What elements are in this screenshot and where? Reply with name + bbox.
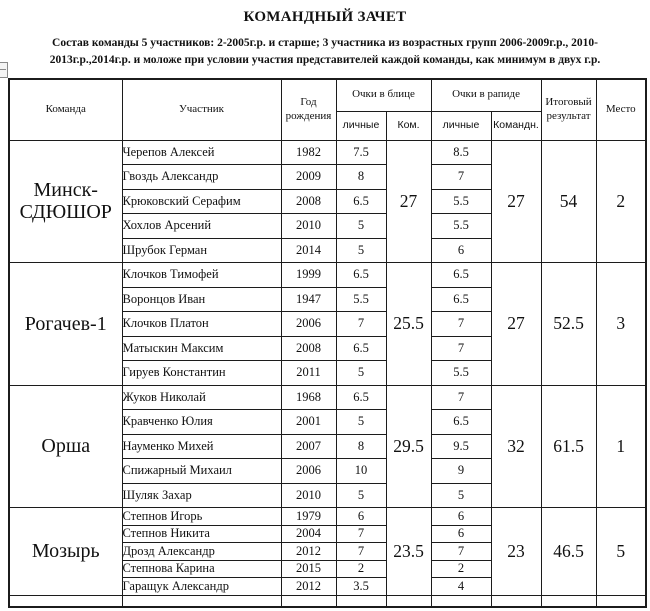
blitz-personal-cell: 3.5 — [336, 578, 386, 596]
rapid-personal-cell: 5 — [431, 483, 491, 508]
birth-year-cell: 2008 — [281, 336, 336, 361]
col-header-place: Место — [596, 79, 646, 140]
blitz-personal-cell: 5.5 — [336, 287, 386, 312]
total-cell: 46.5 — [541, 508, 596, 596]
table-header — [9, 79, 646, 140]
rapid-personal-cell: 6.5 — [431, 263, 491, 288]
empty-cell — [431, 595, 491, 607]
rapid-personal-cell: 5.5 — [431, 214, 491, 239]
col-header-rapid-team: Командн. — [491, 111, 541, 140]
blitz-personal-cell: 7 — [336, 543, 386, 561]
player-name-cell: Гвоздь Александр — [122, 165, 281, 190]
birth-year-cell: 1982 — [281, 140, 336, 165]
birth-year-cell: 2011 — [281, 361, 336, 386]
blitz-personal-cell: 6 — [336, 508, 386, 526]
empty-cell — [541, 595, 596, 607]
place-cell: 5 — [596, 508, 646, 596]
player-name-cell: Спижарный Михаил — [122, 459, 281, 484]
rapid-personal-cell: 5.5 — [431, 361, 491, 386]
player-name-cell: Степнов Никита — [122, 525, 281, 543]
rapid-personal-cell: 6 — [431, 525, 491, 543]
empty-cell — [281, 595, 336, 607]
place-cell: 2 — [596, 140, 646, 263]
empty-cell — [596, 595, 646, 607]
player-name-cell: Дрозд Александр — [122, 543, 281, 561]
team-name-cell: Мозырь — [9, 508, 122, 596]
table-handle-icon[interactable] — [0, 62, 8, 78]
player-name-cell: Шуляк Захар — [122, 483, 281, 508]
birth-year-cell: 2012 — [281, 578, 336, 596]
player-name-cell: Хохлов Арсений — [122, 214, 281, 239]
total-cell: 61.5 — [541, 385, 596, 508]
team-name-cell: Минск-СДЮШОР — [9, 140, 122, 263]
blitz-personal-cell: 2 — [336, 560, 386, 578]
player-name-cell: Гируев Константин — [122, 361, 281, 386]
player-name-cell: Клочков Тимофей — [122, 263, 281, 288]
birth-year-cell: 2012 — [281, 543, 336, 561]
page-subtitle: Состав команды 5 участников: 2-2005г.р. и старше; 3 участника из возрастных групп 2006-2009г.р., 2010-2013г.р.,2014г.р. и моложе при условии участия представителей каждой команды, как минимум в двух г.р. — [49, 37, 601, 66]
place-cell: 1 — [596, 385, 646, 508]
header-row-groups — [9, 79, 646, 111]
rapid-personal-cell: 2 — [431, 560, 491, 578]
player-row — [9, 263, 646, 288]
rapid-personal-cell: 6 — [431, 508, 491, 526]
total-cell: 52.5 — [541, 263, 596, 386]
blitz-team-cell: 27 — [386, 140, 431, 263]
player-name-cell: Матыскин Максим — [122, 336, 281, 361]
blitz-personal-cell: 6.5 — [336, 336, 386, 361]
blitz-personal-cell: 5 — [336, 214, 386, 239]
empty-cell — [491, 595, 541, 607]
rapid-personal-cell: 8.5 — [431, 140, 491, 165]
blitz-personal-cell: 8 — [336, 165, 386, 190]
player-name-cell: Степнов Игорь — [122, 508, 281, 526]
birth-year-cell: 2007 — [281, 434, 336, 459]
blitz-team-cell: 23.5 — [386, 508, 431, 596]
blitz-personal-cell: 5 — [336, 361, 386, 386]
player-row — [9, 385, 646, 410]
blitz-personal-cell: 7 — [336, 312, 386, 337]
birth-year-cell: 2009 — [281, 165, 336, 190]
rapid-personal-cell: 6.5 — [431, 410, 491, 435]
blitz-personal-cell: 5 — [336, 410, 386, 435]
birth-year-cell: 1968 — [281, 385, 336, 410]
blitz-personal-cell: 10 — [336, 459, 386, 484]
player-name-cell: Клочков Платон — [122, 312, 281, 337]
total-cell: 54 — [541, 140, 596, 263]
col-header-participant: Участник — [122, 79, 281, 140]
rapid-personal-cell: 9 — [431, 459, 491, 484]
rapid-personal-cell: 7 — [431, 165, 491, 190]
page-title: КОМАНДНЫЙ ЗАЧЕТ — [243, 9, 407, 25]
blitz-personal-cell: 5 — [336, 483, 386, 508]
next-team-row-partial — [9, 595, 646, 607]
col-header-birth-year: Год рождения — [281, 79, 336, 140]
birth-year-cell: 2014 — [281, 238, 336, 263]
blitz-personal-cell: 7.5 — [336, 140, 386, 165]
birth-year-cell: 1947 — [281, 287, 336, 312]
rapid-personal-cell: 6.5 — [431, 287, 491, 312]
blitz-personal-cell: 6.5 — [336, 189, 386, 214]
blitz-personal-cell: 6.5 — [336, 385, 386, 410]
player-name-cell: Жуков Николай — [122, 385, 281, 410]
col-header-total: Итоговый результат — [541, 79, 596, 140]
player-name-cell: Степнова Карина — [122, 560, 281, 578]
rapid-personal-cell: 7 — [431, 312, 491, 337]
team-standings-table — [8, 78, 647, 608]
col-header-blitz-team: Ком. — [386, 111, 431, 140]
rapid-personal-cell: 4 — [431, 578, 491, 596]
rapid-personal-cell: 9.5 — [431, 434, 491, 459]
blitz-team-cell: 25.5 — [386, 263, 431, 386]
rapid-personal-cell: 7 — [431, 336, 491, 361]
table-body — [9, 140, 646, 607]
rapid-team-cell: 27 — [491, 263, 541, 386]
player-name-cell: Крюковский Серафим — [122, 189, 281, 214]
blitz-personal-cell: 7 — [336, 525, 386, 543]
blitz-personal-cell: 8 — [336, 434, 386, 459]
col-header-blitz-personal: личные — [336, 111, 386, 140]
player-name-cell: Воронцов Иван — [122, 287, 281, 312]
team-name-cell: Рогачев-1 — [9, 263, 122, 386]
birth-year-cell: 2010 — [281, 483, 336, 508]
rapid-personal-cell: 6 — [431, 238, 491, 263]
birth-year-cell: 2015 — [281, 560, 336, 578]
col-header-blitz-group: Очки в блице — [336, 79, 431, 111]
rapid-team-cell: 32 — [491, 385, 541, 508]
rapid-team-cell: 23 — [491, 508, 541, 596]
birth-year-cell: 2008 — [281, 189, 336, 214]
player-name-cell: Черепов Алексей — [122, 140, 281, 165]
empty-cell — [122, 595, 281, 607]
birth-year-cell: 2006 — [281, 459, 336, 484]
rapid-personal-cell: 7 — [431, 385, 491, 410]
player-name-cell: Науменко Михей — [122, 434, 281, 459]
empty-cell — [9, 595, 122, 607]
col-header-rapid-personal: личные — [431, 111, 491, 140]
player-row — [9, 140, 646, 165]
blitz-team-cell: 29.5 — [386, 385, 431, 508]
birth-year-cell: 2006 — [281, 312, 336, 337]
birth-year-cell: 1999 — [281, 263, 336, 288]
player-name-cell: Шрубок Герман — [122, 238, 281, 263]
place-cell: 3 — [596, 263, 646, 386]
rapid-personal-cell: 5.5 — [431, 189, 491, 214]
empty-cell — [386, 595, 431, 607]
col-header-rapid-group: Очки в рапиде — [431, 79, 541, 111]
empty-cell — [336, 595, 386, 607]
player-name-cell: Кравченко Юлия — [122, 410, 281, 435]
blitz-personal-cell: 5 — [336, 238, 386, 263]
team-name-cell: Орша — [9, 385, 122, 508]
birth-year-cell: 2010 — [281, 214, 336, 239]
blitz-personal-cell: 6.5 — [336, 263, 386, 288]
birth-year-cell: 2001 — [281, 410, 336, 435]
rapid-personal-cell: 7 — [431, 543, 491, 561]
birth-year-cell: 1979 — [281, 508, 336, 526]
player-row — [9, 508, 646, 526]
birth-year-cell: 2004 — [281, 525, 336, 543]
player-name-cell: Гаращук Александр — [122, 578, 281, 596]
rapid-team-cell: 27 — [491, 140, 541, 263]
col-header-team: Команда — [9, 79, 122, 140]
